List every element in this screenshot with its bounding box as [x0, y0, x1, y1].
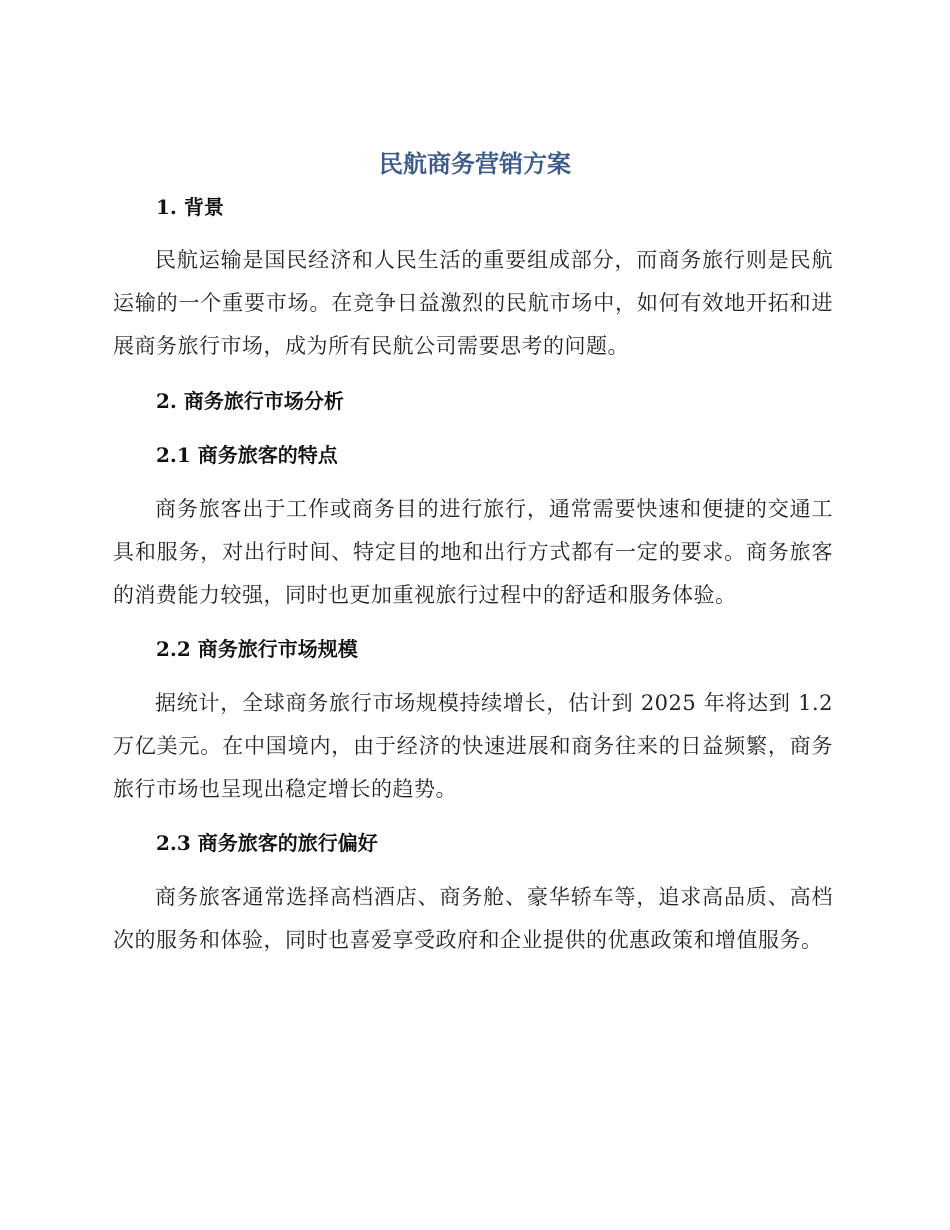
section-paragraph-background: 民航运输是国民经济和人民生活的重要组成部分，而商务旅行则是民航运输的一个重要市场。在竞争日益激烈的民航市场中，如何有效地开拓和进展商务旅行市场，成为所有民航公司需要思考的问题。	[113, 248, 833, 358]
section-paragraph-market-size: 据统计，全球商务旅行市场规模持续增长，估计到 2025 年将达到 1.2 万亿美元。在中国境内，由于经济的快速进展和商务往来的日益频繁，商务旅行市场也呈现出稳定增长的趋势。	[113, 691, 833, 801]
section-heading-background: 1. 背景	[156, 195, 224, 219]
section-heading-market-analysis: 2. 商务旅行市场分析	[156, 389, 344, 413]
page-title: 民航商务营销方案	[379, 150, 571, 178]
section-heading-travel-preferences: 2.3 商务旅客的旅行偏好	[156, 831, 378, 855]
section-heading-traveler-traits: 2.1 商务旅客的特点	[156, 443, 338, 467]
section-paragraph-traveler-traits: 商务旅客出于工作或商务目的进行旅行，通常需要快速和便捷的交通工具和服务，对出行时间、特定目的地和出行方式都有一定的要求。商务旅客的消费能力较强，同时也更加重视旅行过程中的舒适和服务体验。	[113, 497, 833, 607]
section-heading-market-size: 2.2 商务旅行市场规模	[156, 637, 358, 661]
section-paragraph-travel-preferences: 商务旅客通常选择高档酒店、商务舱、豪华轿车等，追求高品质、高档次的服务和体验，同时也喜爱享受政府和企业提供的优惠政策和增值服务。	[113, 885, 833, 952]
